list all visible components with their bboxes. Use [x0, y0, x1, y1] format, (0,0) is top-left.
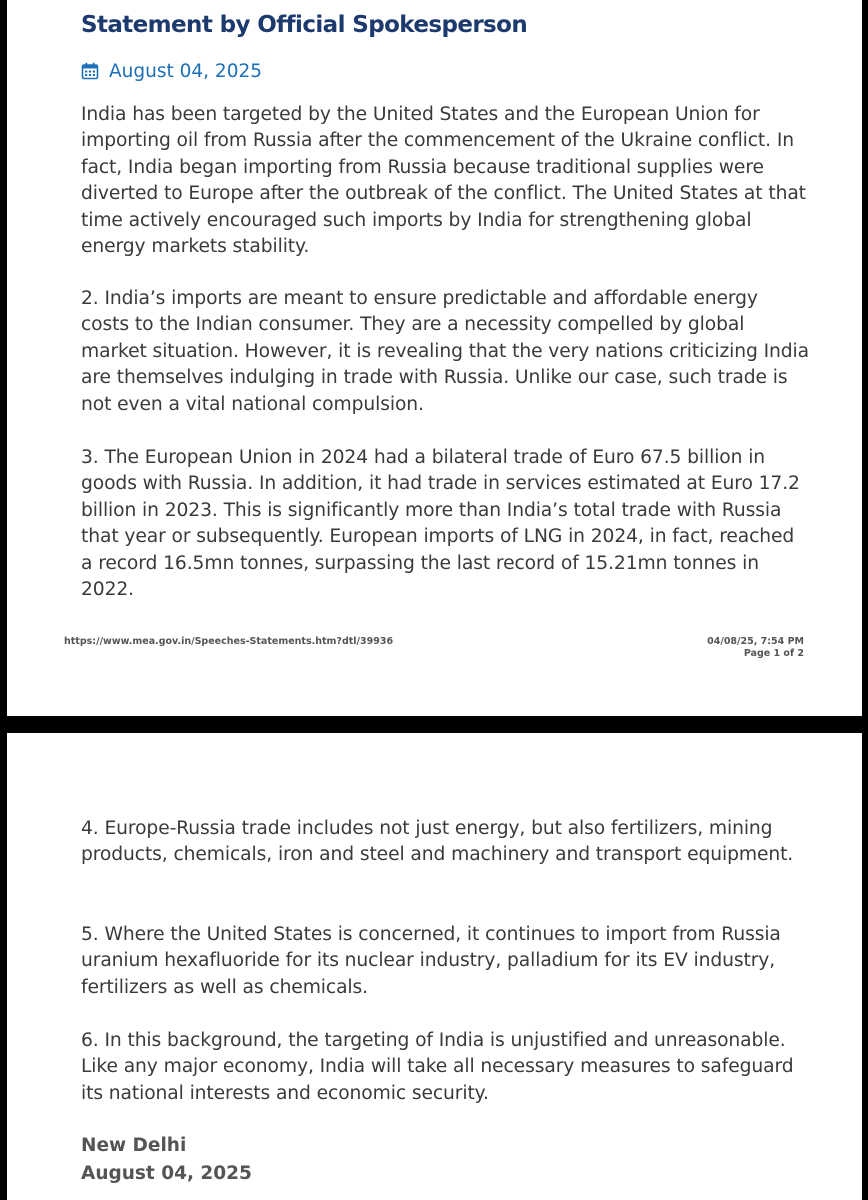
signoff-place: New Delhi [81, 1135, 187, 1156]
paragraph-5: 5. Where the United States is concerned, it continues to import from Russia uranium hexafluoride for its nuclear industry, palladium for its EV industry, fertilizers as well as chemicals. [81, 924, 781, 998]
paragraph-6: 6. In this background, the targeting of India is unjustified and unreasonable. Like any major economy, India will take all necessary measures to safeguard its national interests and economic security. [81, 1030, 794, 1104]
paragraph-4: 4. Europe-Russia trade includes not just energy, but also fertilizers, mining products, chemicals, iron and steel and machinery and transport equipment. [81, 818, 794, 866]
document-page-1 [7, 0, 862, 716]
signoff-date: August 04, 2025 [81, 1163, 252, 1184]
page-title: Statement by Official Spokesperson [81, 12, 528, 38]
paragraph-2: 2. India’s imports are meant to ensure predictable and affordable energy costs to the Indian consumer. They are a necessity compelled by global market situation. However, it is revealing that the very nations criticizing India are themselves indulging in trade with Russia. Unlike our case, such trade is not even a vital national compulsion. [81, 288, 809, 415]
paragraph-3: 3. The European Union in 2024 had a bilateral trade of Euro 67.5 billion in goods with Russia. In addition, it had trade in services estimated at Euro 17.2 billion in 2023. This is significantly more than India’s total trade with Russia that year or subsequently. European imports of LNG in 2024, in fact, reached a record 16.5mn tonnes, surpassing the last record of 15.21mn tonnes in 2022. [81, 447, 800, 601]
statement-date: August 04, 2025 [109, 60, 263, 82]
calendar-icon [81, 62, 99, 80]
footer-page-number: Page 1 of 2 [743, 648, 804, 659]
paragraph-1: India has been targeted by the United States and the European Union for importing oil from Russia after the commencement of the Ukraine conflict. In fact, India began importing from Russia because traditional supplies were diverted to Europe after the outbreak of the conflict. The United States at that time actively encouraged such imports by India for strengthening global energy markets stability. [81, 104, 806, 258]
footer-url: https://www.mea.gov.in/Speeches-Statements.htm?dtl/39936 [64, 636, 394, 647]
signoff [81, 1132, 252, 1188]
date-row [81, 58, 262, 84]
footer-meta [707, 636, 804, 660]
document-page-2 [7, 733, 862, 1200]
footer-timestamp: 04/08/25, 7:54 PM [707, 636, 804, 647]
